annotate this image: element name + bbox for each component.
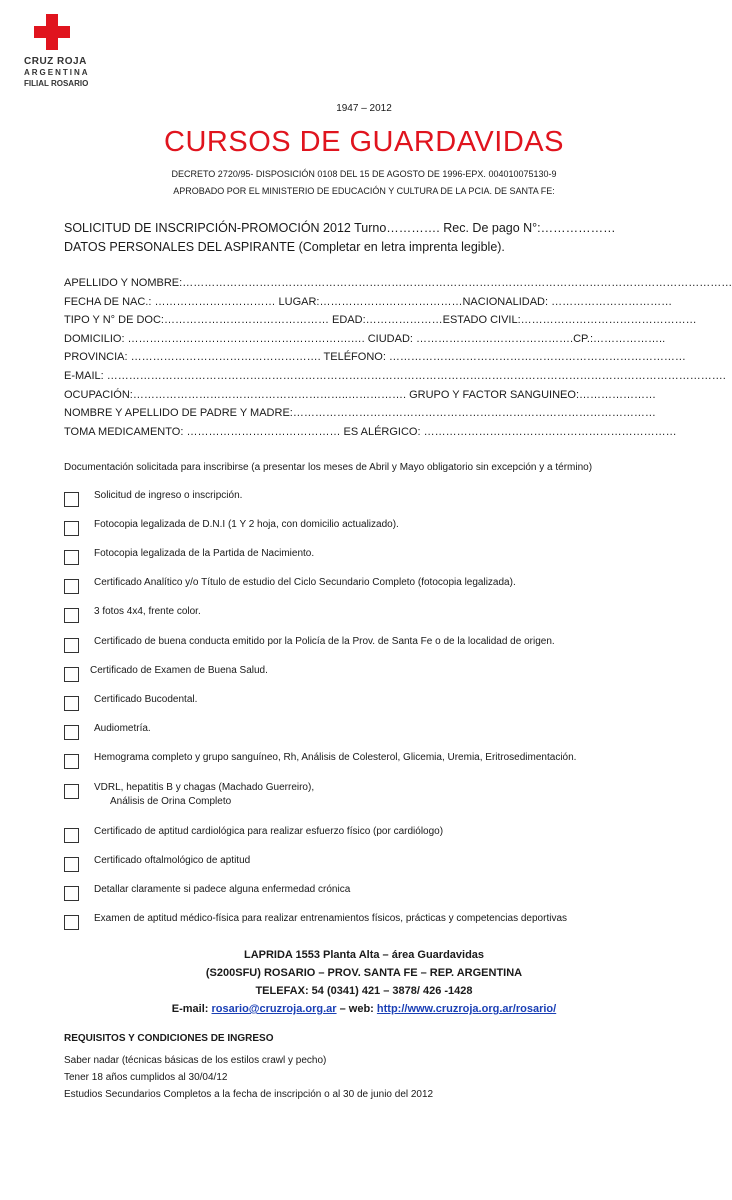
checklist-item [64,635,555,653]
checklist-item [64,605,201,623]
checkbox[interactable] [64,828,79,843]
checkbox[interactable] [64,857,79,872]
checklist-item [64,547,314,565]
checkbox[interactable] [64,696,79,711]
checkbox[interactable] [64,638,79,653]
cruz-roja-logo [24,14,124,89]
checklist-item [64,854,250,872]
checkbox[interactable] [64,915,79,930]
address-line-2: (S200SFU) ROSARIO – PROV. SANTA FE – REP. ARGENTINA [205,967,523,979]
requirement-item: Tener 18 años cumplidos al 30/04/12 [64,1072,228,1083]
checklist-item [64,751,576,769]
logo-line-1: CRUZ ROJA [24,56,87,67]
checklist-item-label: Fotocopia legalizada de D.N.I (1 Y 2 hoja, con domicilio actualizado). [94,519,399,530]
field-ocupacion-grupo-sanguineo[interactable]: OCUPACIÓN:…………………………………………………..……………. GRUPO Y FACTOR SANGUINEO:………………… [64,388,657,401]
checkbox[interactable] [64,667,79,682]
checklist-item [64,883,350,901]
email-link[interactable]: rosario@cruzroja.org.ar [211,1003,337,1015]
checklist-item [64,825,443,843]
checklist-item-label: Detallar claramente si padece alguna enfermedad crónica [94,884,351,895]
web-label: – web: [336,1003,377,1015]
page-title: CURSOS DE GUARDAVIDAS [164,126,564,158]
checklist-item-label: Certificado de Examen de Buena Salud. [90,665,268,676]
checklist-item [64,912,567,930]
checklist-item-label: Audiometría. [94,723,151,734]
checklist-item [64,781,314,809]
checklist-item-label: Examen de aptitud médico-física para realizar entrenamientos físicos, prácticas y competencias deportivas [94,913,568,924]
red-cross-icon [34,14,70,50]
checkbox[interactable] [64,886,79,901]
checklist-item-label-main: VDRL, hepatitis B y chagas (Machado Guerreiro), [94,782,315,793]
documentation-intro: Documentación solicitada para inscribirse (a presentar los meses de Abril y Mayo obligatorio sin excepción y a término) [64,462,593,473]
checklist-item-label: Hemograma completo y grupo sanguíneo, Rh, Análisis de Colesterol, Glicemia, Uremia, Eritrosedimentación. [94,752,577,763]
approval-line: APROBADO POR EL MINISTERIO DE EDUCACIÓN Y CULTURA DE LA PCIA. DE SANTA FE: [173,186,555,196]
address-line-1: LAPRIDA 1553 Planta Alta – área Guardavidas [243,949,485,961]
checklist-item-label: Certificado de buena conducta emitido por la Policía de la Prov. de Santa Fe o de la localidad de origen. [94,636,555,647]
checklist-item [64,664,268,682]
years-range: 1947 – 2012 [336,103,392,114]
checklist-item-label: Certificado oftalmológico de aptitud [94,855,251,866]
requirements-title: REQUISITOS Y CONDICIONES DE INGRESO [64,1033,274,1044]
field-doc-edad-estado-civil[interactable]: TIPO Y N° DE DOC:……………………………………… EDAD:…………………ESTADO CIVIL:………………………………………… [64,314,697,327]
checklist-item-label: Fotocopia legalizada de la Partida de Nacimiento. [94,548,315,559]
solicitud-line: SOLICITUD DE INSCRIPCIÓN-PROMOCIÓN 2012 Turno…………. Rec. De pago N°:……………… [64,221,616,235]
checklist-item-sublabel: Análisis de Orina Completo [110,796,232,807]
address-email-web [0,1000,728,1018]
email-label: E-mail: [171,1003,212,1015]
logo-text [24,56,124,89]
requirement-item: Saber nadar (técnicas básicas de los estilos crawl y pecho) [64,1055,327,1066]
logo-line-2: ARGENTINA [24,68,90,77]
contact-address [0,946,728,1018]
checkbox[interactable] [64,784,79,799]
personal-data-fields [64,274,732,441]
logo-line-3: FILIAL ROSARIO [24,79,89,88]
field-padre-madre[interactable]: NOMBRE Y APELLIDO DE PADRE Y MADRE:……………………………………………………………………………………… [64,407,656,420]
field-apellido-nombre[interactable]: APELLIDO Y NOMBRE:…………………………………………………………………………………………………………………………………… [64,277,732,289]
address-telefax: TELEFAX: 54 (0341) 421 – 3878/ 426 -1428 [255,985,473,997]
checkbox[interactable] [64,521,79,536]
checkbox[interactable] [64,608,79,623]
datos-personales-line: DATOS PERSONALES DEL ASPIRANTE (Completar en letra imprenta legible). [64,240,505,254]
checklist-item [64,693,197,711]
requirements-list [64,1052,433,1103]
checkbox[interactable] [64,725,79,740]
requirement-item: Estudios Secundarios Completos a la fecha de inscripción o al 30 de junio del 2012 [64,1089,434,1100]
field-medicamento-alergico[interactable]: TOMA MEDICAMENTO: …………………………………… ES ALÉRGICO: …………………………………………………………… [64,425,677,438]
field-provincia-telefono[interactable]: PROVINCIA: ……………………………………………. TELÉFONO: ……………………………………………………………………… [64,351,686,364]
checkbox[interactable] [64,492,79,507]
field-fecha-lugar-nacionalidad[interactable]: FECHA DE NAC.: …………………………… LUGAR:…………………………………NACIONALIDAD: …………………………… [64,295,673,308]
checklist-item-label: Certificado Bucodental. [94,694,198,705]
checklist-item-label: 3 fotos 4x4, frente color. [94,606,201,617]
decree-line: DECRETO 2720/95- DISPOSICIÓN 0108 DEL 15 DE AGOSTO DE 1996-EPX. 004010075130-9 [171,169,557,179]
checkbox[interactable] [64,550,79,565]
checklist-item-label: Solicitud de ingreso o inscripción. [94,490,243,501]
checkbox[interactable] [64,754,79,769]
checklist-item [64,489,242,507]
checklist-item [64,518,399,536]
checkbox[interactable] [64,579,79,594]
checklist-item-label: Certificado Analítico y/o Título de estudio del Ciclo Secundario Completo (fotocopia legalizada). [94,577,516,588]
checklist-item-label: Certificado de aptitud cardiológica para realizar esfuerzo físico (por cardiólogo) [94,826,444,837]
checklist-item [64,576,516,594]
checklist-item [64,722,151,740]
checklist-item-label [94,781,314,809]
web-link[interactable]: http://www.cruzroja.org.ar/rosario/ [376,1003,557,1015]
field-domicilio-ciudad-cp[interactable]: DOMICILIO: …………………………………………………….…. CIUDAD: …………………………………….CP.:……………….. [64,332,666,345]
field-email[interactable]: E-MAIL: ……………………………………………………………………………………………………………………………………………………. [64,369,726,382]
